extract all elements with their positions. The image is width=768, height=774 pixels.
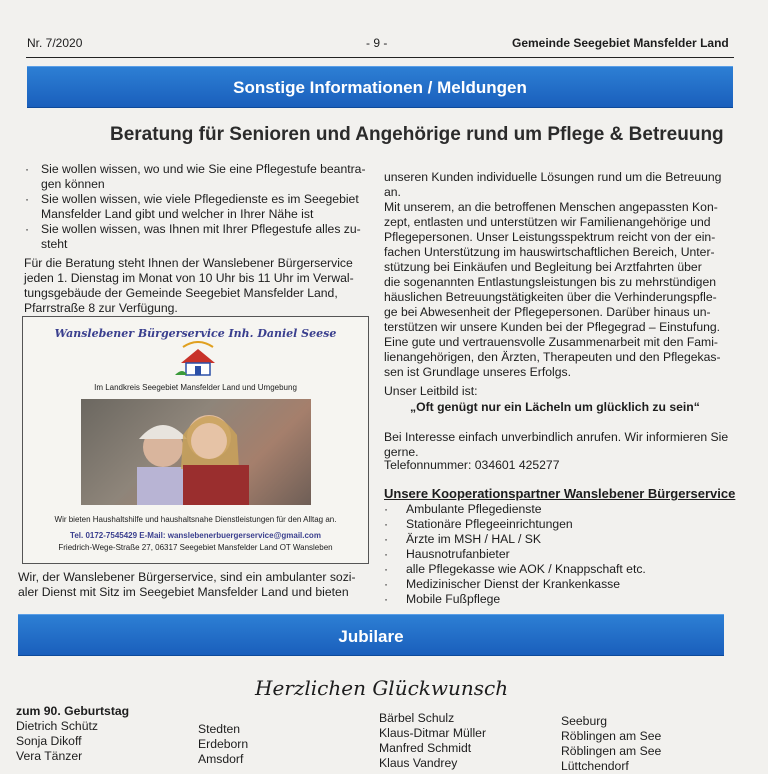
ad-services: Wir bieten Haushaltshilfe und haushaltsnahe Dienstleistungen für den Alltag an.: [54, 515, 337, 524]
bullet-item: · Sie wollen wissen, wie viele Pflegedienste es im Seegebiet Mansfelder Land gibt und welcher in Ihrer Nähe ist: [25, 192, 359, 221]
jubilar-place: Erdeborn: [198, 737, 249, 751]
partner-item: · Stationäre Pflegeeinrichtungen: [384, 517, 573, 531]
ad-address: Friedrich-Wege-Straße 27, 06317 Seegebiet Mansfelder Land OT Wansleben: [58, 543, 333, 552]
jubilar-place: Amsdorf: [198, 752, 244, 766]
jubilar-place: Lüttchendorf: [561, 759, 629, 773]
seniors-photo: [81, 399, 311, 505]
partner-item: · Ärzte im MSH / HAL / SK: [384, 532, 541, 546]
jubilar-name: Dietrich Schütz: [16, 719, 98, 733]
house-logo-icon: [173, 341, 223, 377]
issue-number: Nr. 7/2020: [27, 36, 83, 50]
advertisement: [22, 316, 369, 564]
partners-title: Unsere Kooperationspartner Wanslebener Bürgerservice: [384, 486, 736, 501]
partner-item: · Hausnotrufanbieter: [384, 547, 510, 561]
places-column-1: [198, 722, 248, 767]
greeting-heading: Herzlichen Glückwunsch: [255, 676, 509, 700]
partners-list: [384, 502, 730, 607]
partner-item: · Mobile Fußpflege: [384, 592, 501, 606]
jubilar-place: Stedten: [198, 722, 241, 736]
article-title: Beratung für Senioren und Angehörige rund um Pflege & Betreuung: [110, 124, 724, 145]
section-banner-jubilare: Jubilare: [18, 614, 724, 656]
birthday-label: zum 90. Geburtstag: [16, 704, 130, 718]
jubilar-name: Manfred Schmidt: [379, 741, 472, 755]
ad-region: Im Landkreis Seegebiet Mansfelder Land und Umgebung: [94, 383, 297, 392]
service-intro-paragraph: Wir, der Wanslebener Bürgerservice, sind ein ambulanter sozi- aler Dienst mit Sitz im Seegebiet Mansfelder Land und bieten: [18, 570, 356, 599]
service-description: unseren Kunden individuelle Lösungen rund um die Betreuung an. Mit unserem, an die betroffenen Menschen angepassten Kon- zept, entlasten und unterstützen wir Familienangehörige und Pflegepersonen. Unser Leistungsspektrum reicht von der ein- fachen Unterstützung im hauswirtschaftlichen Bereich, Unter- stützung bei Einkäufen und Begleitung bei Arztfahrten über die sogenannten Entlastungsleistungen bis zu mehrstündigen häuslichen Betreuungstätigkeiten über die Verhinderungspfle- ge bei Abwesenheit der Pflegepersonen. Darüber hinaus un- terstützen wir unsere Kunden bei der Pflegegrad – Einstufung. Eine gute und vertrauensvolle Zusammenarbeit mit den Fami- lienangehörigen, den Ärzten, Therapeuten und den Pflegekas- sen ist Grundlage unseres Erfolgs.: [384, 170, 722, 379]
bullet-item: · Sie wollen wissen, wo und wie Sie eine Pflegestufe beantra- gen können: [25, 162, 366, 191]
consultation-paragraph: Für die Beratung steht Ihnen der Wanslebener Bürgerservice jeden 1. Dienstag im Monat von 10 Uhr bis 11 Uhr im Verwal- tungsgebäude der Gemeinde Seegebiet Mansfelder Land, Pfarrstraße 8 zur Verfügung.: [24, 256, 354, 315]
jubilar-name: Klaus Vandrey: [379, 756, 458, 770]
header-rule: [26, 57, 734, 58]
jubilar-name: Bärbel Schulz: [379, 711, 455, 725]
phone-number: Telefonnummer: 034601 425277: [384, 458, 560, 472]
places-column-2: [561, 714, 661, 774]
jubilar-place: Seeburg: [561, 714, 608, 728]
partner-item: · alle Pflegekasse wie AOK / Knappschaft etc.: [384, 562, 646, 576]
jubilar-name: Sonja Dikoff: [16, 734, 82, 748]
ad-company-name: Wanslebener Bürgerservice Inh. Daniel Seese: [54, 327, 337, 340]
partner-item: · Medizinischer Dienst der Krankenkasse: [384, 577, 621, 591]
jubilar-name: Vera Tänzer: [16, 749, 83, 763]
bullet-list: [25, 162, 370, 252]
jubilar-place: Röblingen am See: [561, 744, 662, 758]
names-column-2: [379, 711, 486, 771]
motto-label: Unser Leitbild ist:: [384, 384, 478, 398]
interest-text: Bei Interesse einfach unverbindlich anrufen. Wir informieren Sie gerne.: [384, 430, 729, 459]
section-banner-info: Sonstige Informationen / Meldungen: [27, 66, 733, 108]
partner-item: · Ambulante Pflegedienste: [384, 502, 542, 516]
publication-name: Gemeinde Seegebiet Mansfelder Land: [512, 36, 729, 50]
motto: „Oft genügt nur ein Lächeln um glücklich zu sein“: [410, 400, 700, 414]
page-number: - 9 -: [366, 36, 388, 50]
names-column-1: [16, 719, 98, 764]
jubilar-place: Röblingen am See: [561, 729, 662, 743]
jubilar-name: Klaus-Ditmar Müller: [379, 726, 486, 740]
bullet-item: · Sie wollen wissen, was Ihnen mit Ihrer Pflegestufe alles zu- steht: [25, 222, 361, 251]
ad-contact: Tel. 0172-7545429 E-Mail: wanslebenerbuergerservice@gmail.com: [70, 531, 321, 540]
